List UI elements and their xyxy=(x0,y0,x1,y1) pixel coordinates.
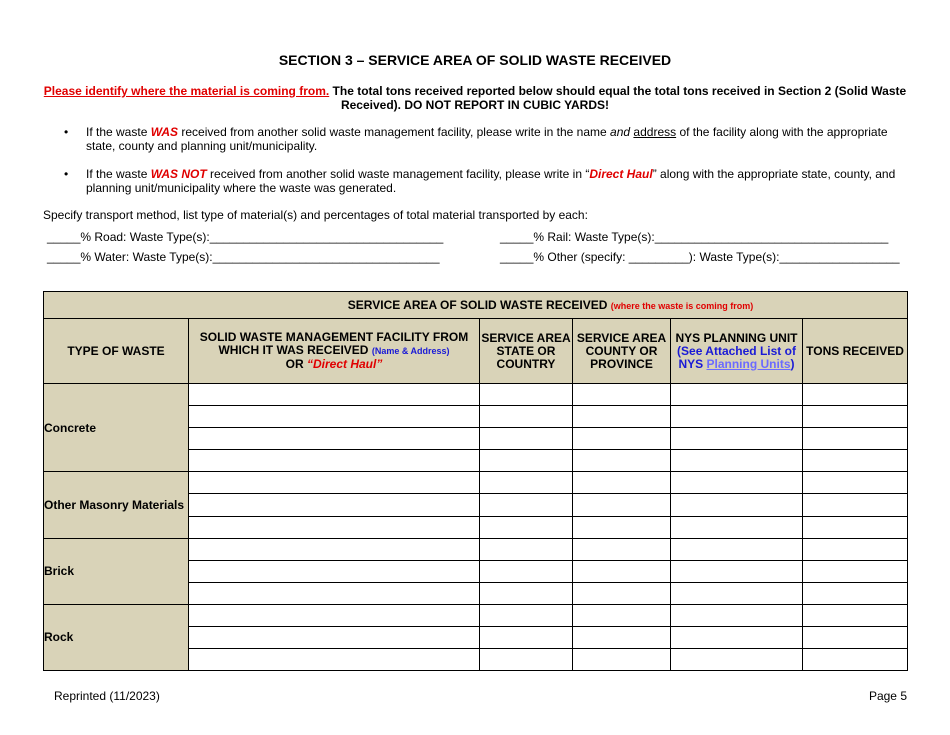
entry-cell[interactable] xyxy=(803,582,908,604)
entry-cell[interactable] xyxy=(480,516,573,538)
rail-transport-field[interactable]: _____% Rail: Waste Type(s):___________________________________ xyxy=(500,230,889,244)
entry-cell[interactable] xyxy=(189,516,480,538)
entry-cell[interactable] xyxy=(803,450,908,472)
entry-cell[interactable] xyxy=(573,450,671,472)
entry-cell[interactable] xyxy=(573,494,671,516)
table-row xyxy=(44,384,908,406)
bullet-dot-icon: • xyxy=(64,167,69,181)
waste-type-label: Other Masonry Materials xyxy=(44,472,189,538)
entry-cell[interactable] xyxy=(573,604,671,626)
bullet-dot-icon: • xyxy=(64,125,69,139)
entry-cell[interactable] xyxy=(480,560,573,582)
entry-cell[interactable] xyxy=(189,604,480,626)
entry-cell[interactable] xyxy=(189,582,480,604)
header-state: SERVICE AREA STATE OR COUNTRY xyxy=(480,319,573,384)
entry-cell[interactable] xyxy=(189,494,480,516)
other-transport-field[interactable]: _____% Other (specify: _________): Waste Type(s):__________________ xyxy=(500,250,900,264)
header-type-of-waste: TYPE OF WASTE xyxy=(44,319,189,384)
entry-cell[interactable] xyxy=(671,472,803,494)
water-transport-field[interactable]: _____% Water: Waste Type(s):__________________________________ xyxy=(47,250,440,264)
entry-cell[interactable] xyxy=(803,406,908,428)
table-row xyxy=(44,472,908,494)
was-not-emphasis: WAS NOT xyxy=(150,167,207,181)
entry-cell[interactable] xyxy=(573,560,671,582)
intro-rest: The total tons received reported below should equal the total tons received in Section 2 (Solid Waste Received). DO NOT REPORT IN CUBIC YARDS! xyxy=(329,84,907,112)
entry-cell[interactable] xyxy=(480,648,573,670)
entry-cell[interactable] xyxy=(189,384,480,406)
entry-cell[interactable] xyxy=(803,538,908,560)
and-emphasis: and xyxy=(610,125,631,139)
entry-cell[interactable] xyxy=(189,428,480,450)
entry-cell[interactable] xyxy=(573,538,671,560)
waste-type-label: Concrete xyxy=(44,384,189,472)
entry-cell[interactable] xyxy=(803,516,908,538)
entry-cell[interactable] xyxy=(480,406,573,428)
entry-cell[interactable] xyxy=(671,428,803,450)
entry-cell[interactable] xyxy=(573,428,671,450)
entry-cell[interactable] xyxy=(480,384,573,406)
transport-instructions: Specify transport method, list type of material(s) and percentages of total material transported by each: xyxy=(43,208,588,222)
entry-cell[interactable] xyxy=(573,648,671,670)
was-emphasis: WAS xyxy=(150,125,179,139)
header-county: SERVICE AREA COUNTY OR PROVINCE xyxy=(573,319,671,384)
entry-cell[interactable] xyxy=(803,384,908,406)
entry-cell[interactable] xyxy=(803,428,908,450)
entry-cell[interactable] xyxy=(803,648,908,670)
entry-cell[interactable] xyxy=(573,406,671,428)
entry-cell[interactable] xyxy=(671,406,803,428)
entry-cell[interactable] xyxy=(480,472,573,494)
header-facility-note: (Name & Address) xyxy=(371,346,450,357)
footer-reprint-date: Reprinted (11/2023) xyxy=(54,689,160,703)
entry-cell[interactable] xyxy=(480,538,573,560)
entry-cell[interactable] xyxy=(573,472,671,494)
entry-cell[interactable] xyxy=(671,450,803,472)
intro-highlight: Please identify where the material is coming from. xyxy=(43,84,330,98)
entry-cell[interactable] xyxy=(573,516,671,538)
entry-cell[interactable] xyxy=(189,560,480,582)
entry-cell[interactable] xyxy=(671,582,803,604)
service-area-table xyxy=(43,291,908,671)
waste-type-label: Rock xyxy=(44,604,189,670)
table-row xyxy=(44,538,908,560)
entry-cell[interactable] xyxy=(480,604,573,626)
road-transport-field[interactable]: _____% Road: Waste Type(s):___________________________________ xyxy=(47,230,444,244)
entry-cell[interactable] xyxy=(671,538,803,560)
entry-cell[interactable] xyxy=(189,626,480,648)
entry-cell[interactable] xyxy=(803,472,908,494)
entry-cell[interactable] xyxy=(480,428,573,450)
entry-cell[interactable] xyxy=(480,450,573,472)
address-underlined: address xyxy=(633,125,677,139)
entry-cell[interactable] xyxy=(671,516,803,538)
entry-cell[interactable] xyxy=(189,538,480,560)
entry-cell[interactable] xyxy=(189,648,480,670)
table-banner-note: (where the waste is coming from) xyxy=(610,301,754,312)
header-tons: TONS RECEIVED xyxy=(803,319,908,384)
entry-cell[interactable] xyxy=(573,384,671,406)
entry-cell[interactable] xyxy=(189,406,480,428)
table-banner-title: SERVICE AREA OF SOLID WASTE RECEIVED xyxy=(347,298,608,313)
header-facility: SOLID WASTE MANAGEMENT FACILITY FROM WHICH IT WAS RECEIVED (Name & Address) OR “Direct Haul” xyxy=(189,319,480,384)
footer-page-number: Page 5 xyxy=(868,689,907,703)
entry-cell[interactable] xyxy=(671,648,803,670)
bullet-was-not-text: If the waste WAS NOT received from another solid waste management facility, please write in “Direct Haul” along with the appropriate state, county, and planning unit/municipality where the waste was generated. xyxy=(86,167,896,195)
entry-cell[interactable] xyxy=(480,582,573,604)
entry-cell[interactable] xyxy=(480,494,573,516)
waste-type-label: Brick xyxy=(44,538,189,604)
section-title: SECTION 3 – SERVICE AREA OF SOLID WASTE RECEIVED xyxy=(278,52,672,68)
table-body xyxy=(44,384,908,671)
entry-cell[interactable] xyxy=(671,604,803,626)
intro-instructions xyxy=(43,84,907,112)
entry-cell[interactable] xyxy=(671,560,803,582)
table-row xyxy=(44,604,908,626)
header-nys-planning-unit: NYS PLANNING UNIT (See Attached List of NYS Planning Units) xyxy=(671,319,803,384)
direct-haul-emphasis: Direct Haul xyxy=(589,167,653,181)
entry-cell[interactable] xyxy=(803,560,908,582)
entry-cell[interactable] xyxy=(671,384,803,406)
entry-cell[interactable] xyxy=(573,582,671,604)
entry-cell[interactable] xyxy=(803,626,908,648)
entry-cell[interactable] xyxy=(671,494,803,516)
header-direct-haul: “Direct Haul” xyxy=(306,357,383,372)
entry-cell[interactable] xyxy=(189,450,480,472)
entry-cell[interactable] xyxy=(803,494,908,516)
entry-cell[interactable] xyxy=(803,604,908,626)
bullet-was-text: If the waste WAS received from another solid waste management facility, please write in the name and address of the facility along with the appropriate state, county and planning unit/municipality. xyxy=(86,125,888,153)
entry-cell[interactable] xyxy=(480,626,573,648)
entry-cell[interactable] xyxy=(671,626,803,648)
table-banner xyxy=(44,292,908,319)
entry-cell[interactable] xyxy=(189,472,480,494)
entry-cell[interactable] xyxy=(573,626,671,648)
planning-units-link[interactable]: Planning Units xyxy=(706,356,791,371)
